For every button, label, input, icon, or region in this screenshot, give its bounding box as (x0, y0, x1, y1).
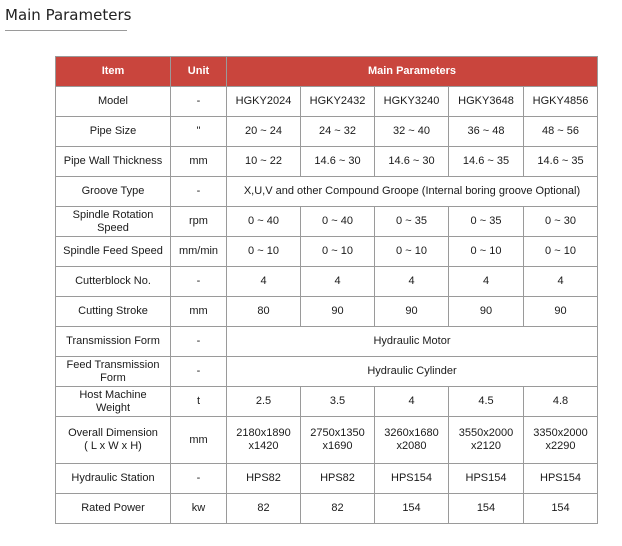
row-value: 90 (449, 297, 524, 327)
row-value: HPS154 (524, 464, 598, 494)
row-value: 2180x1890 x1420 (227, 417, 301, 464)
row-value: 90 (301, 297, 375, 327)
row-item-label: Overall Dimension ( L x W x H) (56, 417, 171, 464)
row-value: 14.6 ~ 30 (301, 147, 375, 177)
row-value: HGKY3240 (375, 87, 449, 117)
row-unit: mm (171, 147, 227, 177)
row-item-label: Pipe Size (56, 117, 171, 147)
page-title: Main Parameters (5, 6, 132, 24)
row-value: 20 ~ 24 (227, 117, 301, 147)
table-row (56, 267, 598, 297)
header-main-parameters: Main Parameters (227, 57, 598, 87)
parameters-table (55, 56, 598, 524)
row-value: 0 ~ 35 (449, 207, 524, 237)
row-value: 2.5 (227, 387, 301, 417)
row-item-label: Model (56, 87, 171, 117)
row-value: 48 ~ 56 (524, 117, 598, 147)
row-unit: - (171, 327, 227, 357)
row-value: 3260x1680 x2080 (375, 417, 449, 464)
table-row (56, 147, 598, 177)
table-row (56, 494, 598, 524)
table-row (56, 464, 598, 494)
table-row (56, 177, 598, 207)
row-value: 154 (524, 494, 598, 524)
row-value: 0 ~ 10 (227, 237, 301, 267)
row-value: 14.6 ~ 35 (449, 147, 524, 177)
row-unit: - (171, 357, 227, 387)
row-value: HGKY3648 (449, 87, 524, 117)
row-value: 4 (375, 387, 449, 417)
row-item-label: Cutting Stroke (56, 297, 171, 327)
table-row (56, 417, 598, 464)
row-value: HPS154 (375, 464, 449, 494)
row-value: 10 ~ 22 (227, 147, 301, 177)
row-item-label: Groove Type (56, 177, 171, 207)
row-value: 4 (524, 267, 598, 297)
row-item-label: Transmission Form (56, 327, 171, 357)
row-value: 154 (449, 494, 524, 524)
table-row (56, 207, 598, 237)
row-unit: - (171, 177, 227, 207)
row-value: 90 (375, 297, 449, 327)
row-value: 0 ~ 10 (449, 237, 524, 267)
row-value: 4 (449, 267, 524, 297)
row-value: HGKY4856 (524, 87, 598, 117)
table-header-row (56, 57, 598, 87)
row-item-label: Spindle Feed Speed (56, 237, 171, 267)
row-value: HGKY2024 (227, 87, 301, 117)
row-value: 0 ~ 10 (524, 237, 598, 267)
row-value: 0 ~ 10 (375, 237, 449, 267)
row-value: 24 ~ 32 (301, 117, 375, 147)
row-unit: kw (171, 494, 227, 524)
row-value: 0 ~ 40 (227, 207, 301, 237)
row-unit: - (171, 267, 227, 297)
row-value: 32 ~ 40 (375, 117, 449, 147)
row-unit: - (171, 87, 227, 117)
row-item-label: Hydraulic Station (56, 464, 171, 494)
row-value: HPS154 (449, 464, 524, 494)
row-item-label: Spindle Rotation Speed (56, 207, 171, 237)
row-value: 0 ~ 40 (301, 207, 375, 237)
table-row (56, 327, 598, 357)
row-value: 3.5 (301, 387, 375, 417)
row-value: 4 (375, 267, 449, 297)
row-value: 154 (375, 494, 449, 524)
row-value: 36 ~ 48 (449, 117, 524, 147)
row-value: 80 (227, 297, 301, 327)
row-value: 90 (524, 297, 598, 327)
table-row (56, 387, 598, 417)
row-value: 3350x2000 x2290 (524, 417, 598, 464)
row-value: 4 (227, 267, 301, 297)
row-value: 14.6 ~ 30 (375, 147, 449, 177)
row-value: 2750x1350 x1690 (301, 417, 375, 464)
row-unit: - (171, 464, 227, 494)
row-value: 4.8 (524, 387, 598, 417)
row-item-label: Rated Power (56, 494, 171, 524)
title-underline (5, 30, 127, 31)
row-unit: mm (171, 417, 227, 464)
row-item-label: Cutterblock No. (56, 267, 171, 297)
table-row (56, 117, 598, 147)
table-row (56, 237, 598, 267)
row-shared-value: X,U,V and other Compound Groope (Internal boring groove Optional) (227, 177, 598, 207)
table-row (56, 357, 598, 387)
table-row (56, 87, 598, 117)
row-value: HPS82 (301, 464, 375, 494)
row-unit: " (171, 117, 227, 147)
row-unit: t (171, 387, 227, 417)
row-value: 3550x2000 x2120 (449, 417, 524, 464)
row-value: 82 (301, 494, 375, 524)
table-row (56, 297, 598, 327)
row-value: HGKY2432 (301, 87, 375, 117)
row-value: 0 ~ 35 (375, 207, 449, 237)
row-unit: mm (171, 297, 227, 327)
row-value: 4.5 (449, 387, 524, 417)
row-item-label: Host Machine Weight (56, 387, 171, 417)
row-item-label: Pipe Wall Thickness (56, 147, 171, 177)
row-value: 14.6 ~ 35 (524, 147, 598, 177)
row-unit: mm/min (171, 237, 227, 267)
row-value: HPS82 (227, 464, 301, 494)
table-body (56, 87, 598, 524)
row-item-label: Feed Transmission Form (56, 357, 171, 387)
row-value: 0 ~ 10 (301, 237, 375, 267)
row-value: 0 ~ 30 (524, 207, 598, 237)
header-unit: Unit (171, 57, 227, 87)
header-item: Item (56, 57, 171, 87)
row-value: 4 (301, 267, 375, 297)
row-unit: rpm (171, 207, 227, 237)
row-value: 82 (227, 494, 301, 524)
row-shared-value: Hydraulic Cylinder (227, 357, 598, 387)
row-shared-value: Hydraulic Motor (227, 327, 598, 357)
